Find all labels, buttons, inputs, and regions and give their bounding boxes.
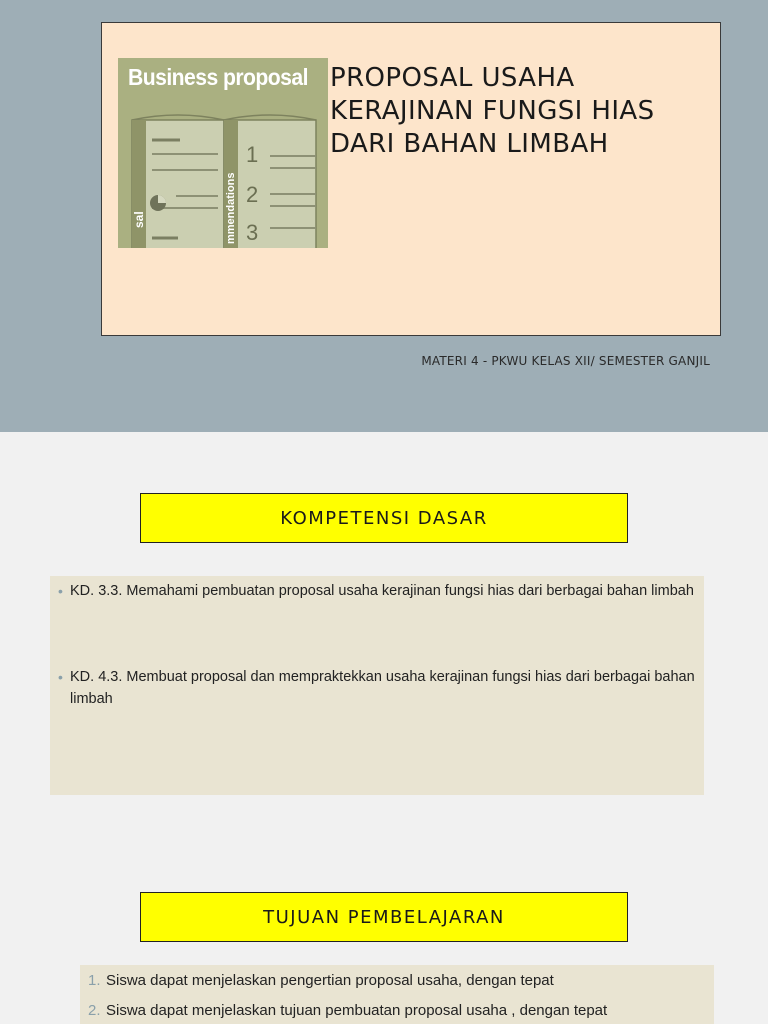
cover-number-3: 3 (246, 220, 259, 245)
list-item (58, 580, 710, 602)
list-item (88, 971, 554, 991)
cover-number-1: 1 (246, 142, 259, 167)
list-number: 2. (88, 1002, 101, 1019)
competency-heading: KOMPETENSI DASAR (140, 493, 628, 543)
cover-number-2: 2 (246, 182, 259, 207)
list-item (58, 666, 710, 710)
cover-spine-text-2: mmendations (225, 172, 237, 244)
competency-text: KD. 4.3. Membuat proposal dan mempraktekkan usaha kerajinan fungsi hias dari berbagai bahan limbah (70, 669, 695, 707)
cover-title: Business proposal (128, 64, 308, 90)
slide-subtitle: MATERI 4 - PKWU KELAS XII/ SEMESTER GANJIL (421, 354, 710, 368)
competency-slide (0, 432, 768, 864)
objective-text: Siswa dapat menjelaskan tujuan pembuatan proposal usaha , dengan tepat (106, 1002, 608, 1019)
list-number: 1. (88, 972, 101, 989)
slide-title: PROPOSAL USAHA KERAJINAN FUNGSI HIAS DARI BAHAN LIMBAH (330, 63, 655, 159)
bullet: • (58, 669, 63, 685)
business-proposal-image (118, 58, 328, 248)
objective-text: Siswa dapat menjelaskan pengertian proposal usaha, dengan tepat (106, 972, 554, 989)
competency-panel (50, 576, 704, 795)
objectives-slide (0, 864, 768, 1024)
bullet: • (58, 583, 63, 599)
title-slide (0, 0, 768, 432)
objectives-panel (80, 965, 714, 1024)
objectives-heading: TUJUAN PEMBELAJARAN (140, 892, 628, 942)
list-item (88, 1001, 607, 1021)
cover-spine-text: sal (132, 211, 146, 228)
competency-text: KD. 3.3. Memahami pembuatan proposal usaha kerajinan fungsi hias dari berbagai bahan limbah (70, 583, 694, 599)
